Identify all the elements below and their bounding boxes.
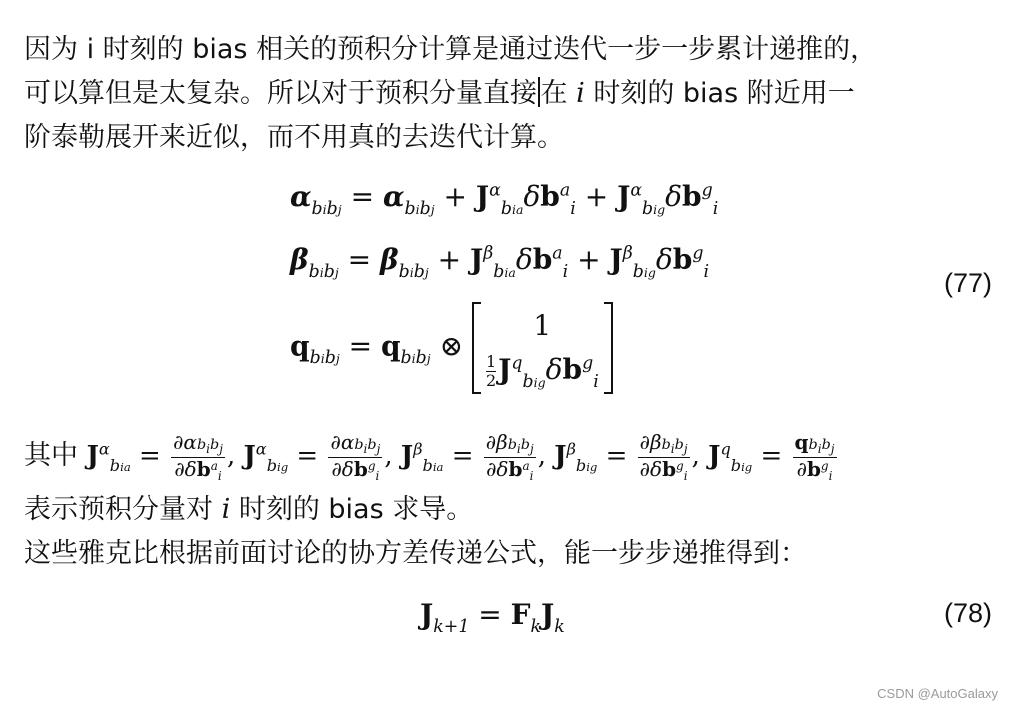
paragraph-jacobians	[24, 424, 994, 576]
quaternion-vector: 1 $\frac{1}{2}$ $J^q_{big}\delta b^g_i$	[472, 302, 613, 394]
equation-number: (78)	[943, 598, 992, 628]
jacobian-definitions: 其中 $J^\alpha_{bia}$ = $\frac{\partial\alpha b_ib_j}{\partial\delta b^a_i}$ , $J^\alpha_{big}$ = $\frac{\partial\alpha b_ib_j}{\partial\delta b^g_i}$ , $J^\beta_{bia}$ = $\frac{\partial\beta b_ib_j}{\partial\delta b^a_i}$ , $J^\beta_{big}$ = $\frac{\partial\beta b_ib_j}{\partial\delta b^g_i}$ , $J^q_{big}$ = $\frac{qb_ib_j}{\partial b^g_i}$	[24, 430, 835, 483]
text-line: 因为 i 时刻的 bias 相关的预积分计算是通过迭代一步一步累计递推的，	[24, 34, 878, 65]
text-cursor	[538, 77, 540, 107]
equation-jacobian-recursion: $J_{k+1} = F_kJ_k$	[420, 598, 565, 637]
equation-beta: $\beta_{bibj} = \beta_{bibj} + J^\beta_{bia}\delta b^a_i + J^\beta_{big}\delta b^g_i$	[290, 243, 710, 282]
equation-q: $q_{bibj} = q_{bibj}$ ⊗ 1 $\frac{1}{2}$ $J^q_{big}\delta b^g_i$	[290, 302, 613, 394]
text-line: 这些雅克比根据前面讨论的协方差传递公式，能一步步递推得到：	[24, 538, 807, 569]
text-line: 可以算但是太复杂。所以对于预积分量直接 在 i 时刻的 bias 附近用一	[24, 78, 855, 109]
equation-alpha: $\alpha_{bibj} = \alpha_{bibj} + J^\alpha_{bia}\delta b^a_i + J^\alpha_{big}\delta b^g_i$	[290, 180, 719, 219]
watermark: CSDN @AutoGalaxy	[877, 686, 998, 701]
text-line: 阶泰勒展开来近似，而不用真的去迭代计算。	[24, 122, 564, 153]
paragraph-intro	[24, 28, 994, 160]
text-line: 表示预积分量对 i 时刻的 bias 求导。	[24, 494, 474, 525]
equation-number: (77)	[943, 268, 992, 298]
